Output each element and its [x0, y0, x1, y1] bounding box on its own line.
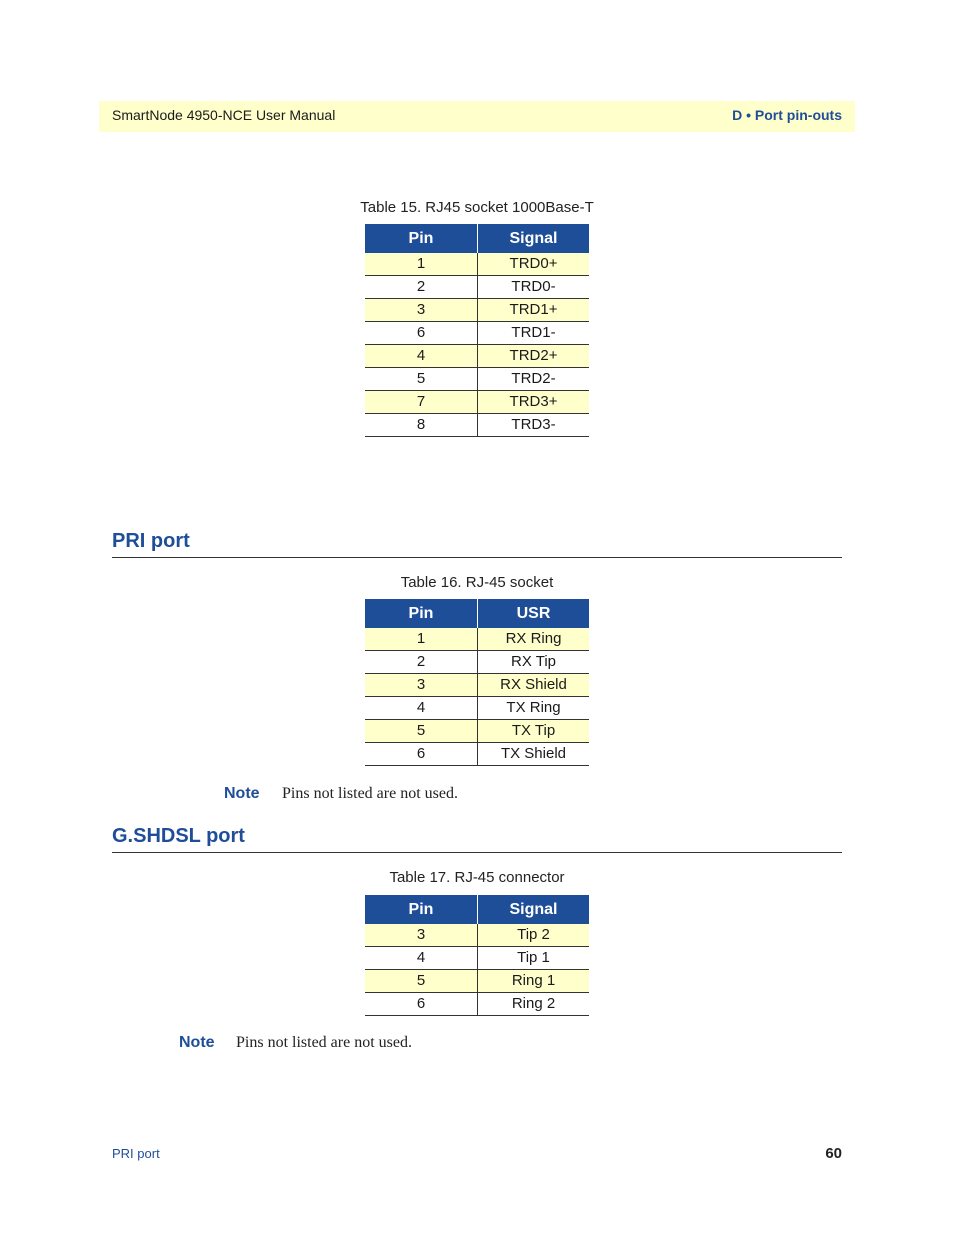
- signal-cell: Tip 2: [478, 924, 590, 947]
- note-text: Pins not listed are not used.: [236, 1034, 412, 1051]
- pin-cell: 6: [365, 322, 478, 345]
- usr-cell: TX Tip: [478, 720, 590, 743]
- table-row: [365, 322, 589, 345]
- pin-cell: 5: [365, 720, 478, 743]
- signal-cell: TRD3-: [478, 414, 590, 437]
- table-row: [365, 414, 589, 437]
- pin-cell: 3: [365, 924, 478, 947]
- pin-cell: 3: [365, 674, 478, 697]
- page-number: 60: [825, 1145, 842, 1162]
- table-row: [365, 651, 589, 674]
- usr-cell: RX Tip: [478, 651, 590, 674]
- section-divider: [112, 852, 842, 853]
- pin-cell: 4: [365, 345, 478, 368]
- pin-cell: 6: [365, 993, 478, 1016]
- pin-cell: 6: [365, 743, 478, 766]
- column-header-pin: Pin: [365, 599, 478, 628]
- column-header-signal: Signal: [478, 895, 590, 924]
- signal-cell: Tip 1: [478, 947, 590, 970]
- table-row: [365, 720, 589, 743]
- table-row: [365, 299, 589, 322]
- signal-cell: TRD0-: [478, 276, 590, 299]
- table-row: [365, 628, 589, 651]
- manual-title: SmartNode 4950-NCE User Manual: [112, 107, 336, 123]
- table-row: [365, 391, 589, 414]
- pin-cell: 4: [365, 947, 478, 970]
- note-label: Note: [224, 785, 260, 802]
- table-17-caption: Table 17. RJ-45 connector: [389, 869, 565, 886]
- table-row: [365, 253, 589, 276]
- footer-section-link[interactable]: PRI port: [112, 1146, 160, 1161]
- column-header-pin: Pin: [365, 224, 478, 253]
- pin-cell: 2: [365, 651, 478, 674]
- pin-cell: 7: [365, 391, 478, 414]
- table-row: [365, 345, 589, 368]
- table-row: [365, 970, 589, 993]
- pin-cell: 5: [365, 970, 478, 993]
- section-divider: [112, 557, 842, 558]
- chapter-title: D • Port pin-outs: [732, 107, 842, 123]
- signal-cell: TRD2+: [478, 345, 590, 368]
- section-title-pri-port: PRI port: [112, 530, 190, 552]
- table-15: [365, 224, 589, 437]
- signal-cell: TRD1-: [478, 322, 590, 345]
- pin-cell: 2: [365, 276, 478, 299]
- usr-cell: TX Ring: [478, 697, 590, 720]
- table-row: [365, 947, 589, 970]
- table-16: [365, 599, 589, 766]
- signal-cell: TRD3+: [478, 391, 590, 414]
- signal-cell: TRD2-: [478, 368, 590, 391]
- pin-cell: 8: [365, 414, 478, 437]
- table-row: [365, 743, 589, 766]
- table-row: [365, 276, 589, 299]
- usr-cell: RX Ring: [478, 628, 590, 651]
- table-row: [365, 674, 589, 697]
- pin-cell: 4: [365, 697, 478, 720]
- note-label: Note: [179, 1034, 215, 1051]
- pin-cell: 3: [365, 299, 478, 322]
- signal-cell: TRD1+: [478, 299, 590, 322]
- pin-cell: 1: [365, 628, 478, 651]
- table-16-caption: Table 16. RJ-45 socket: [400, 574, 554, 591]
- note-text: Pins not listed are not used.: [282, 785, 458, 802]
- table-17: [365, 895, 589, 1016]
- signal-cell: Ring 1: [478, 970, 590, 993]
- table-row: [365, 924, 589, 947]
- table-15-caption: Table 15. RJ45 socket 1000Base-T: [360, 199, 594, 216]
- signal-cell: Ring 2: [478, 993, 590, 1016]
- usr-cell: RX Shield: [478, 674, 590, 697]
- table-row: [365, 368, 589, 391]
- pin-cell: 5: [365, 368, 478, 391]
- column-header-signal: Signal: [478, 224, 590, 253]
- table-row: [365, 697, 589, 720]
- column-header-usr: USR: [478, 599, 590, 628]
- usr-cell: TX Shield: [478, 743, 590, 766]
- section-title-gshdsl-port: G.SHDSL port: [112, 825, 245, 847]
- table-row: [365, 993, 589, 1016]
- pin-cell: 1: [365, 253, 478, 276]
- column-header-pin: Pin: [365, 895, 478, 924]
- signal-cell: TRD0+: [478, 253, 590, 276]
